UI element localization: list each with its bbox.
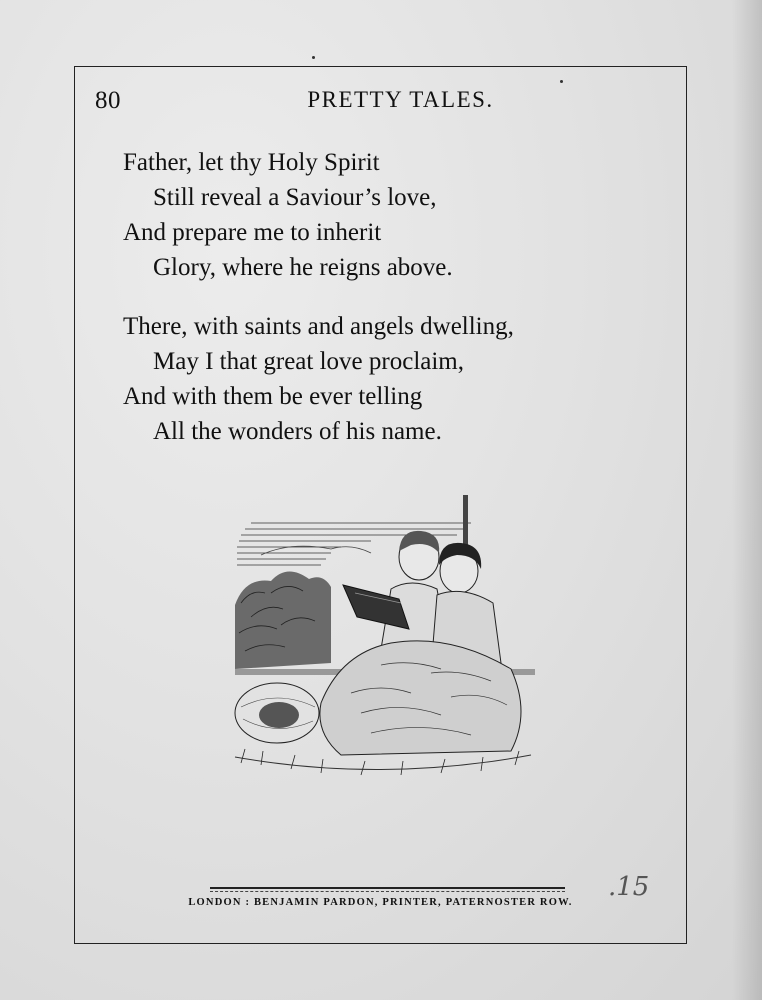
page-header <box>75 87 686 117</box>
poem-line: May I that great love proclaim, <box>153 348 464 375</box>
engraving-two-girls-reading-icon <box>231 493 537 785</box>
stanza <box>123 309 643 449</box>
page-number: 80 <box>95 87 121 114</box>
poem-line: All the wonders of his name. <box>153 418 442 445</box>
stanza <box>123 145 643 285</box>
poem-line: There, with saints and angels dwelling, <box>123 313 514 340</box>
footer-rule-secondary <box>210 891 565 892</box>
poem-line: And prepare me to inherit <box>123 219 382 246</box>
handwritten-mark: .15 <box>608 872 650 902</box>
running-title: PRETTY TALES. <box>307 87 494 112</box>
page-frame <box>74 66 687 944</box>
footer-rule <box>210 887 565 889</box>
poem-line: And with them be ever telling <box>123 383 423 410</box>
page-edge-shadow <box>732 0 762 1000</box>
ink-speck <box>312 56 315 59</box>
poem-line: Father, let thy Holy Spirit <box>123 149 380 176</box>
printer-imprint: LONDON : BENJAMIN PARDON, PRINTER, PATERNOSTER ROW. <box>188 897 573 908</box>
poem-line: Glory, where he reigns above. <box>153 254 453 281</box>
poem <box>123 145 643 473</box>
poem-line: Still reveal a Saviour’s love, <box>153 184 437 211</box>
